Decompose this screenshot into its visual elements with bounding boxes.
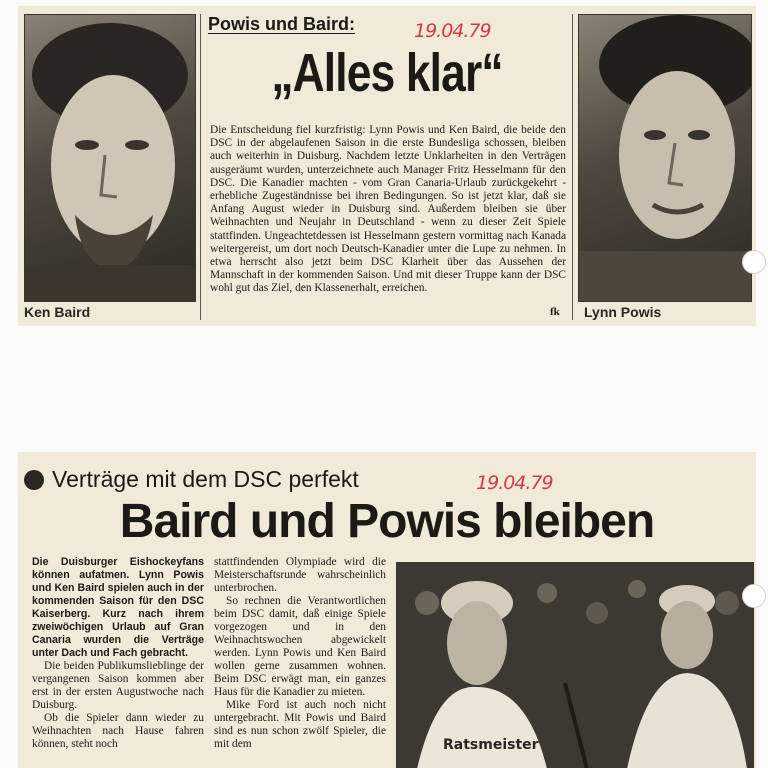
paragraph: Mike Ford ist auch noch nicht untergebracht. Mit Powis und Baird sind es nun schon zwölf Spieler, die mit dem	[214, 699, 386, 750]
paragraph: stattfindenden Olympiade wird die Meisterschaftsrunde wahrscheinlich unterbrochen.	[214, 556, 386, 594]
punch-hole-bottom	[742, 584, 766, 608]
handwritten-date: 19.04.79	[476, 472, 553, 494]
article-column-2	[214, 556, 386, 751]
kicker: Powis und Baird:	[208, 14, 356, 34]
author-signature: fk	[550, 306, 560, 318]
column-rule-left	[200, 14, 201, 320]
newspaper-clipping-top	[18, 6, 756, 326]
kicker: Verträge mit dem DSC perfekt	[52, 466, 359, 492]
paragraph: Ob die Spieler dann wieder zu Weihnachten nach Hause fahren können, steht noch	[32, 712, 204, 750]
column-rule-right	[572, 14, 573, 320]
photo-caption-left: Ken Baird	[24, 304, 91, 320]
handwritten-date: 19.04.79	[414, 20, 491, 42]
headline: „Alles klar“	[271, 43, 503, 103]
photo-hockey-players	[396, 562, 754, 768]
photo-caption-right: Lynn Powis	[584, 304, 662, 320]
bullet-dot-icon	[24, 470, 44, 490]
jersey-text: Ratsmeister	[443, 737, 539, 753]
newspaper-clipping-bottom	[18, 452, 756, 768]
article-column-1	[32, 556, 204, 751]
portrait-icon	[579, 15, 751, 301]
hockey-scene-icon	[397, 563, 753, 768]
article-body: Die Entscheidung fiel kurzfristig: Lynn Powis und Ken Baird, die beide den DSC in der abgelaufenen Saison in die erste Bundesliga schossen, bleiben auch weiterhin in Duisburg. Nachdem letzte Unklarheiten in den Verträgen ausgeräumt wurden, unterzeichnete auch Manager Fritz Hesselmann für den DSC. Die Kanadier machten - vom Gran Canaria-Urlaub zurückgekehrt - erhebliche Zugeständnisse bei ihren Bedingungen. So ist jetzt klar, daß sie Anfang August wieder in Duisburg sind. Außerdem bleiben sie über Weihnachten und Neujahr in Deutschland - wenn zu dieser Zeit Spiele stattfinden. Ungeachtetdessen ist Hesselmann gestern vormittag nach Kanada weitergereist, um dort noch Deutsch-Kanadier unter die Lupe zu nehmen. In etwa herrscht also jetzt beim DSC Klarheit über das Aussehen der Mannschaft in der kommenden Saison. Und mit dieser Truppe kann der DSC wohl gut das Ziel, den Klassenerhalt, erreichen.	[210, 124, 566, 295]
paragraph: So rechnen die Verantwortlichen beim DSC damit, daß einige Spiele vorgezogen und in den Weihnachtswochen abgewickelt werden. Lynn Powis und Ken Baird wollen gerne zusammen wohnen. Beim DSC erwägt man, ein ganzes Haus für die Kanadier zu mieten.	[214, 595, 386, 698]
punch-hole-top	[742, 250, 766, 274]
paragraph: Die beiden Publikumslieblinge der vergangenen Saison kommen aber erst in der ersten Augustwoche nach Duisburg.	[32, 660, 204, 711]
headline: Baird und Powis bleiben	[119, 495, 655, 548]
photo-lynn-powis	[578, 14, 752, 302]
lead-paragraph: Die Duisburger Eishockeyfans können aufatmen. Lynn Powis und Ken Baird spielen auch in der kommenden Saison für den DSC Kaiserberg. Kurz nach ihrem zweiwöchigen Urlaub auf Gran Canaria wurden die Verträge unter Dach und Fach gebracht.	[32, 556, 204, 659]
